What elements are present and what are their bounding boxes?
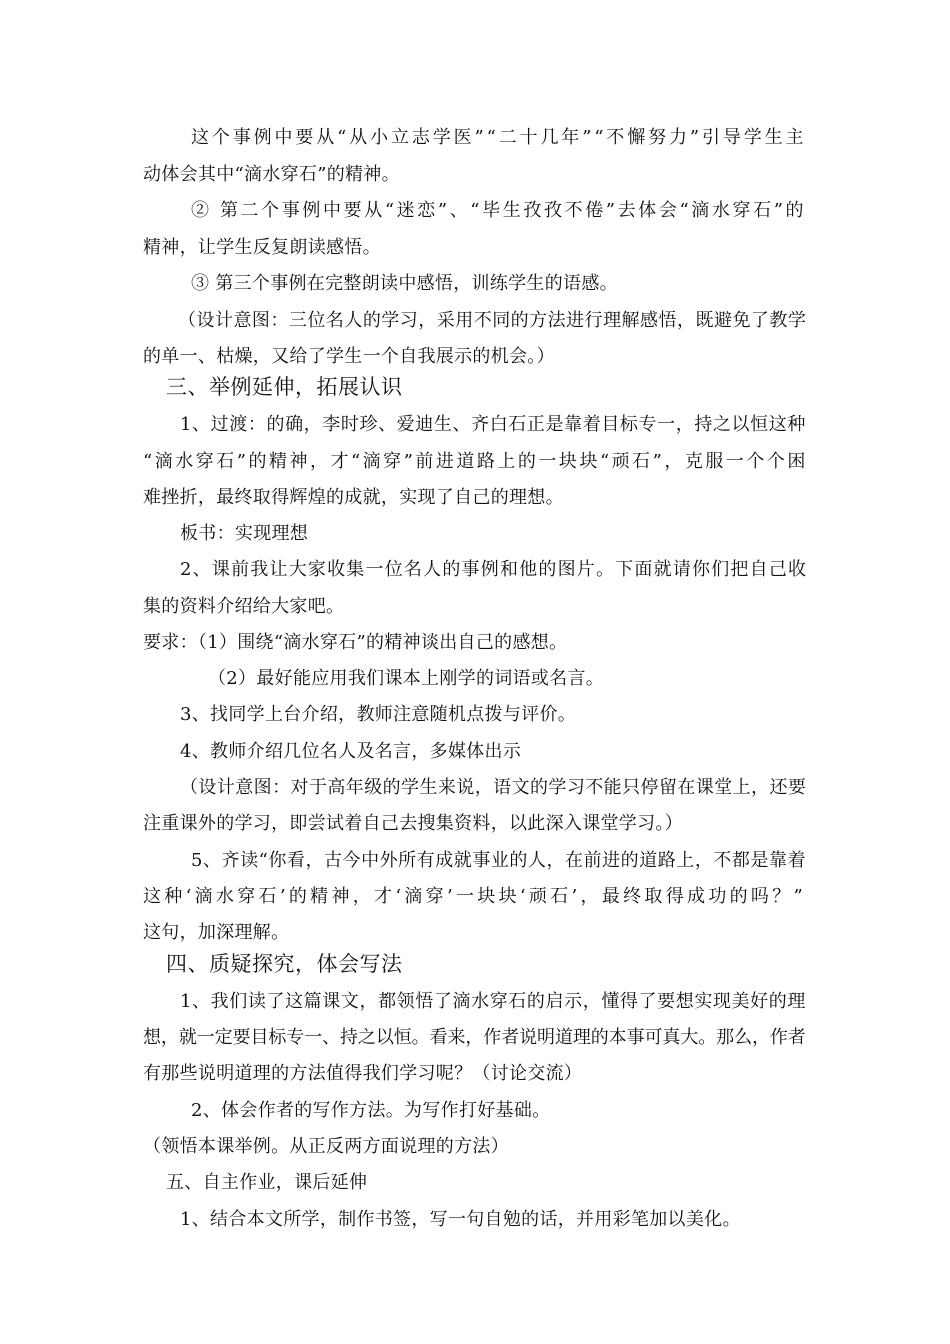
text-line: 1、结合本文所学，制作书签，写一句自勉的话，并用彩笔加以美化。 xyxy=(180,1209,741,1230)
text-line: 注重课外的学习，即尝试着自己去搜集资料，以此深入课堂学习。） xyxy=(143,813,683,834)
text-line: 3、找同学上台介绍，教师注意随机点拨与评价。 xyxy=(180,704,577,725)
text-line: 的单一、枯燥，又给了学生一个自我展示的机会。） xyxy=(143,346,555,367)
text-line: “滴水穿石”的精神，才“滴穿”前进道路上的一块块“顽石”，克服一个个困 xyxy=(143,451,808,472)
section-heading: 三、举例延伸，拓展认识 xyxy=(166,375,403,399)
text-line: 这个事例中要从“从小立志学医”“二十几年”“不懈努力”引导学生主 xyxy=(191,127,807,148)
text-line: （领悟本课举例。从正反两方面说理的方法） xyxy=(143,1136,509,1157)
text-line: （设计意图：对于高年级的学生来说，语文的学习不能只停留在课堂上，还要 xyxy=(180,777,807,798)
text-line: 集的资料介绍给大家吧。 xyxy=(143,596,345,617)
text-line: 这种‘滴水穿石’的精神，才‘滴穿’一块块‘顽石’，最终取得成功的吗？” xyxy=(143,886,807,907)
text-line: 1、过渡：的确，李时珍、爱迪生、齐白石正是靠着目标专一，持之以恒这种 xyxy=(180,414,806,435)
text-line: 2、课前我让大家收集一位名人的事例和他的图片。下面就请你们把自己收 xyxy=(180,559,808,580)
text-line: 5、齐读“你看，古今中外所有成就事业的人，在前进的道路上，不都是靠着 xyxy=(191,850,807,871)
text-line: ② 第二个事例中要从“迷恋”、“毕生孜孜不倦”去体会“滴水穿石”的 xyxy=(191,200,807,221)
text-line: 这句，加深理解。 xyxy=(143,922,290,943)
text-line: 精神，让学生反复朗读感悟。 xyxy=(143,237,381,258)
text-line: ③ 第三个事例在完整朗读中感悟，训练学生的语感。 xyxy=(191,273,618,294)
text-line: 4、教师介绍几位名人及名言，多媒体出示 xyxy=(180,741,522,762)
text-line: 2、体会作者的写作方法。为写作打好基础。 xyxy=(191,1100,551,1121)
text-line: （2）最好能应用我们课本上刚学的词语或名言。 xyxy=(208,668,605,689)
text-line: 1、我们读了这篇课文，都领悟了滴水穿石的启示，懂得了要想实现美好的理 xyxy=(180,991,806,1012)
section-heading: 四、质疑探究，体会写法 xyxy=(166,952,403,976)
text-line: 板书：实现理想 xyxy=(180,523,309,544)
text-line: （设计意图：三位名人的学习，采用不同的方法进行理解感悟，既避免了教学 xyxy=(178,310,807,331)
text-line: 有那些说明道理的方法值得我们学习呢？（讨论交流） xyxy=(143,1063,583,1084)
text-line: 难挫折，最终取得辉煌的成就，实现了自己的理想。 xyxy=(143,487,564,508)
section-heading: 五、自主作业，课后延伸 xyxy=(166,1172,368,1193)
text-line: 动体会其中“滴水穿石”的精神。 xyxy=(143,164,400,185)
text-line: 想，就一定要目标专一、持之以恒。看来，作者说明道理的本事可真大。那么，作者 xyxy=(143,1027,806,1048)
text-line: 要求：（1）围绕“滴水穿石”的精神谈出自己的感想。 xyxy=(143,632,568,653)
